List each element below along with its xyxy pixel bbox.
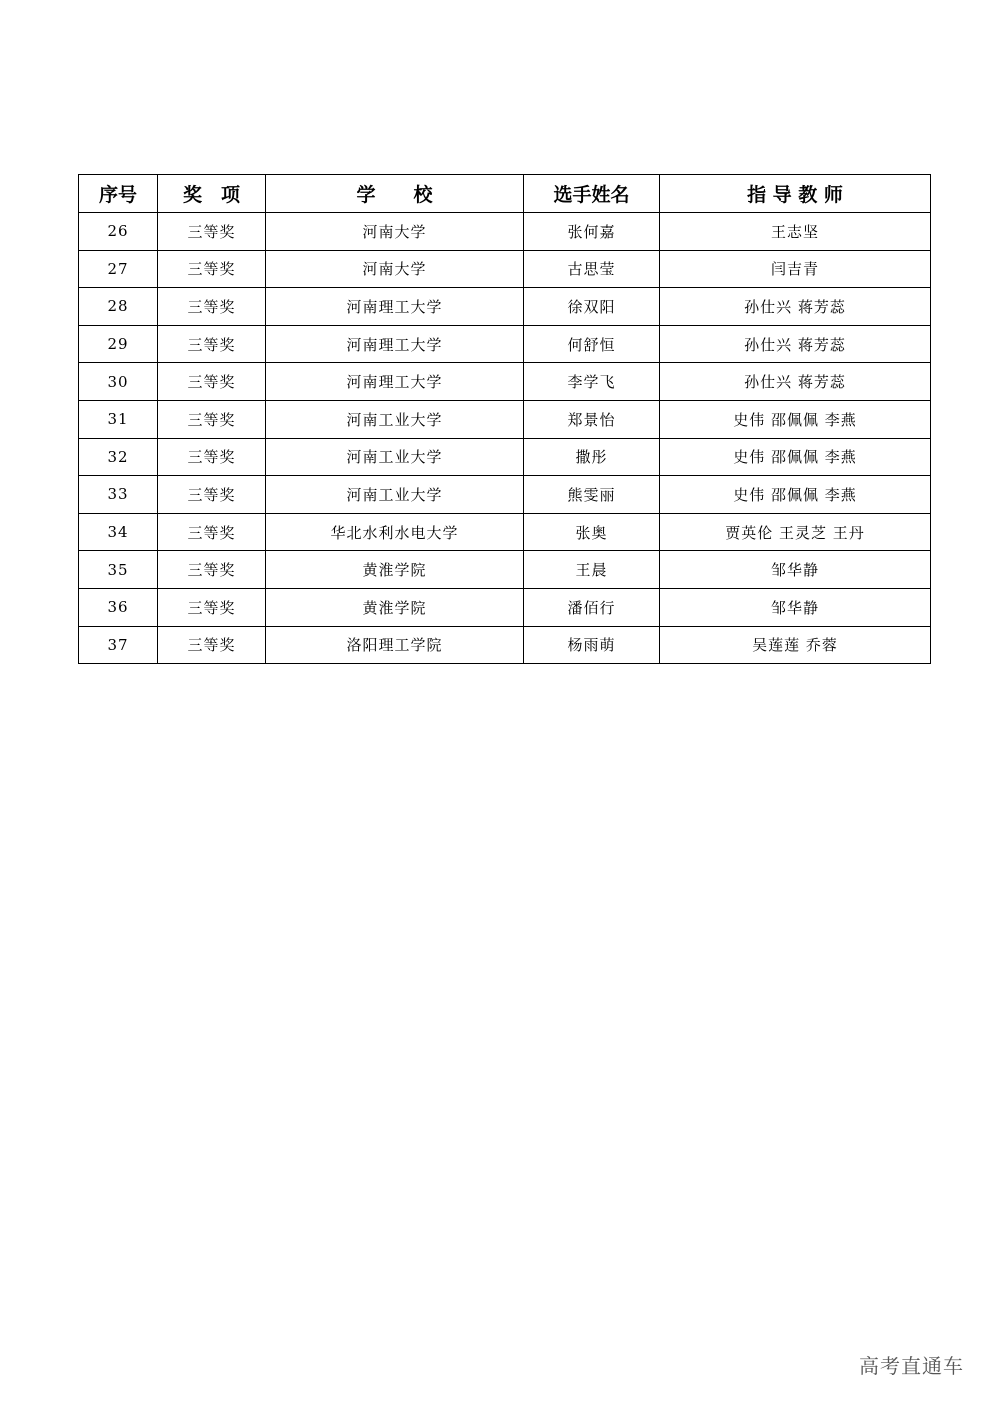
table-row bbox=[79, 588, 931, 626]
watermark-text: 高考直通车 bbox=[859, 1354, 964, 1378]
cell-award: 三等奖 bbox=[158, 626, 266, 664]
table-row bbox=[79, 438, 931, 476]
cell-award: 三等奖 bbox=[158, 363, 266, 401]
cell-name: 李学飞 bbox=[524, 363, 660, 401]
cell-school: 洛阳理工学院 bbox=[266, 626, 524, 664]
table-header-row bbox=[79, 175, 931, 213]
cell-name: 何舒恒 bbox=[524, 325, 660, 363]
cell-name: 撒彤 bbox=[524, 438, 660, 476]
cell-name: 张奥 bbox=[524, 513, 660, 551]
table-row bbox=[79, 363, 931, 401]
header-no: 序号 bbox=[79, 175, 158, 213]
cell-name: 张何嘉 bbox=[524, 213, 660, 251]
cell-award: 三等奖 bbox=[158, 400, 266, 438]
table-row bbox=[79, 325, 931, 363]
cell-no: 29 bbox=[79, 325, 158, 363]
table-row bbox=[79, 476, 931, 514]
cell-no: 33 bbox=[79, 476, 158, 514]
cell-teacher: 孙仕兴 蒋芳蕊 bbox=[660, 288, 931, 326]
cell-teacher: 邹华静 bbox=[660, 551, 931, 589]
cell-no: 28 bbox=[79, 288, 158, 326]
table-row bbox=[79, 626, 931, 664]
cell-award: 三等奖 bbox=[158, 513, 266, 551]
cell-school: 黄淮学院 bbox=[266, 551, 524, 589]
cell-teacher: 史伟 邵佩佩 李燕 bbox=[660, 476, 931, 514]
cell-no: 34 bbox=[79, 513, 158, 551]
cell-school: 河南大学 bbox=[266, 250, 524, 288]
table-row bbox=[79, 250, 931, 288]
cell-no: 30 bbox=[79, 363, 158, 401]
cell-award: 三等奖 bbox=[158, 250, 266, 288]
cell-teacher: 贾英伦 王灵芝 王丹 bbox=[660, 513, 931, 551]
cell-award: 三等奖 bbox=[158, 325, 266, 363]
cell-school: 河南大学 bbox=[266, 213, 524, 251]
table-body bbox=[79, 213, 931, 664]
cell-award: 三等奖 bbox=[158, 476, 266, 514]
cell-name: 潘佰行 bbox=[524, 588, 660, 626]
cell-school: 河南理工大学 bbox=[266, 325, 524, 363]
table-row bbox=[79, 513, 931, 551]
header-name: 选手姓名 bbox=[524, 175, 660, 213]
cell-teacher: 孙仕兴 蒋芳蕊 bbox=[660, 363, 931, 401]
cell-no: 26 bbox=[79, 213, 158, 251]
cell-school: 河南理工大学 bbox=[266, 288, 524, 326]
cell-school: 河南工业大学 bbox=[266, 476, 524, 514]
cell-name: 郑景怡 bbox=[524, 400, 660, 438]
cell-school: 河南工业大学 bbox=[266, 400, 524, 438]
table-row bbox=[79, 213, 931, 251]
cell-teacher: 史伟 邵佩佩 李燕 bbox=[660, 438, 931, 476]
cell-name: 熊雯丽 bbox=[524, 476, 660, 514]
cell-name: 王晨 bbox=[524, 551, 660, 589]
cell-teacher: 吴莲莲 乔蓉 bbox=[660, 626, 931, 664]
cell-no: 32 bbox=[79, 438, 158, 476]
cell-school: 河南理工大学 bbox=[266, 363, 524, 401]
cell-name: 徐双阳 bbox=[524, 288, 660, 326]
table-row bbox=[79, 288, 931, 326]
cell-teacher: 孙仕兴 蒋芳蕊 bbox=[660, 325, 931, 363]
cell-school: 河南工业大学 bbox=[266, 438, 524, 476]
cell-award: 三等奖 bbox=[158, 213, 266, 251]
cell-school: 华北水利水电大学 bbox=[266, 513, 524, 551]
cell-no: 37 bbox=[79, 626, 158, 664]
cell-award: 三等奖 bbox=[158, 288, 266, 326]
cell-name: 古思莹 bbox=[524, 250, 660, 288]
cell-award: 三等奖 bbox=[158, 438, 266, 476]
cell-no: 31 bbox=[79, 400, 158, 438]
table-row bbox=[79, 551, 931, 589]
cell-no: 27 bbox=[79, 250, 158, 288]
cell-award: 三等奖 bbox=[158, 551, 266, 589]
header-teacher: 指 导 教 师 bbox=[660, 175, 931, 213]
cell-teacher: 邹华静 bbox=[660, 588, 931, 626]
header-award: 奖 项 bbox=[158, 175, 266, 213]
cell-teacher: 闫吉青 bbox=[660, 250, 931, 288]
table-row bbox=[79, 400, 931, 438]
cell-no: 36 bbox=[79, 588, 158, 626]
cell-school: 黄淮学院 bbox=[266, 588, 524, 626]
header-school: 学 校 bbox=[266, 175, 524, 213]
awards-table bbox=[78, 174, 931, 664]
cell-award: 三等奖 bbox=[158, 588, 266, 626]
cell-teacher: 史伟 邵佩佩 李燕 bbox=[660, 400, 931, 438]
cell-teacher: 王志坚 bbox=[660, 213, 931, 251]
cell-name: 杨雨萌 bbox=[524, 626, 660, 664]
cell-no: 35 bbox=[79, 551, 158, 589]
